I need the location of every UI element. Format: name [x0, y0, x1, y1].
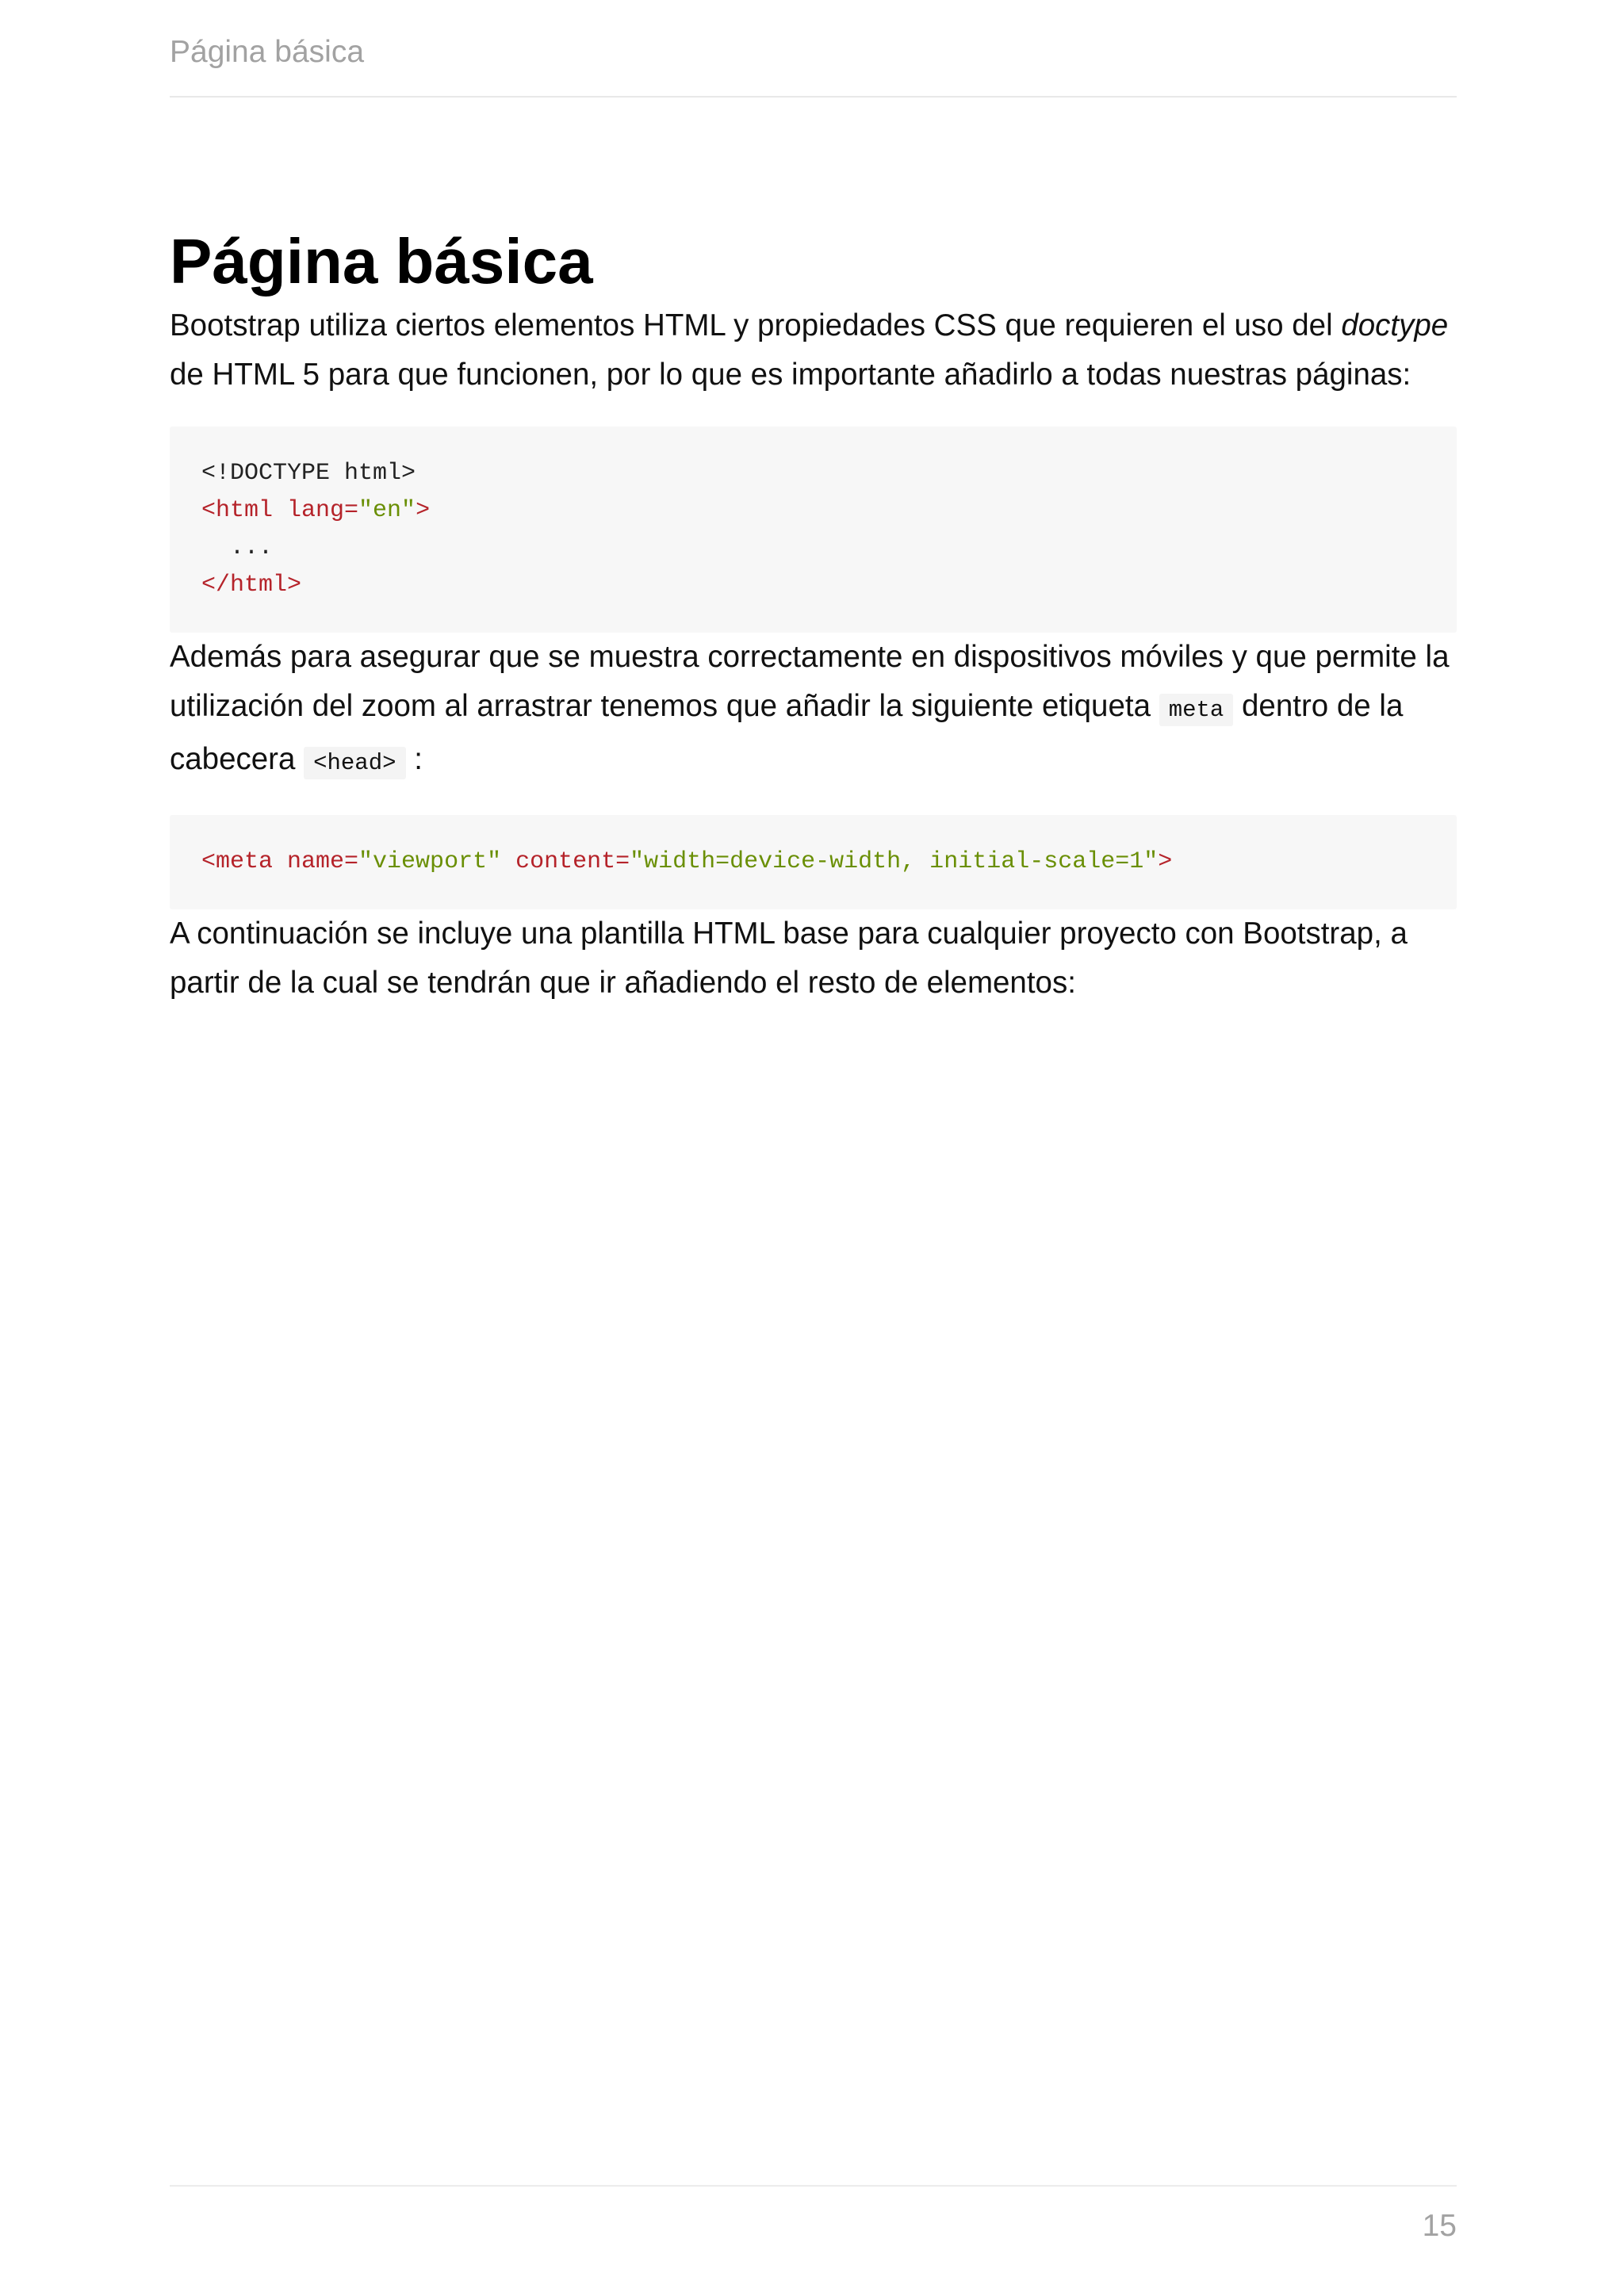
meta-text-part1: Además para asegurar que se muestra correctamente en dispositivos móviles y que permite la utilización del zoom al arrastrar tenemos que añadir la siguiente etiqueta	[170, 640, 1450, 723]
code-token-tag-close: >	[416, 497, 431, 524]
meta-text-part2: dentro de la cabecera	[170, 689, 1404, 776]
inline-code-head: <head>	[304, 747, 405, 779]
running-header: Página básica	[170, 35, 365, 69]
code-token-tag-close: >	[1158, 848, 1173, 875]
page-content	[170, 222, 1457, 1008]
viewport-code-block	[170, 815, 1457, 909]
doctype-code-block	[170, 427, 1457, 633]
code-token-string-content: "width=device-width, initial-scale=1"	[630, 848, 1159, 875]
page-title: Página básica	[170, 226, 593, 297]
code-line-doctype: <!DOCTYPE html>	[201, 460, 416, 487]
code-line-html-open	[201, 492, 1425, 530]
page-number: 15	[1422, 2209, 1457, 2243]
meta-text-part3: :	[405, 742, 423, 776]
intro-text-end: de HTML 5 para que funcionen, por lo que es importante añadirlo a todas nuestras páginas:	[170, 358, 1411, 392]
intro-paragraph	[170, 301, 1457, 400]
code-line-ellipsis: ...	[201, 534, 274, 561]
footer-divider	[170, 2185, 1457, 2187]
closing-paragraph: A continuación se incluye una plantilla HTML base para cualquier proyecto con Bootstrap, a partir de la cual se tendrán que ir añadiendo el resto de elementos:	[170, 916, 1408, 1000]
header-divider	[170, 96, 1457, 98]
code-token-tag: <meta	[201, 848, 288, 875]
code-token-string-viewport: "viewport"	[358, 848, 502, 875]
code-token-space	[501, 848, 515, 875]
doctype-emphasis: doctype	[1341, 308, 1449, 342]
code-token-attr-name: name=	[287, 848, 359, 875]
intro-text-start: Bootstrap utiliza ciertos elementos HTML y propiedades CSS que requieren el uso del	[170, 308, 1342, 342]
code-token-tag: <html	[201, 497, 288, 524]
code-line-meta	[201, 844, 1425, 881]
code-line-html-close: </html>	[201, 572, 302, 599]
inline-code-meta: meta	[1159, 694, 1234, 726]
code-token-string: "en"	[358, 497, 416, 524]
code-token-attr: lang=	[287, 497, 359, 524]
code-token-attr-content: content=	[515, 848, 630, 875]
meta-paragraph	[170, 633, 1457, 788]
